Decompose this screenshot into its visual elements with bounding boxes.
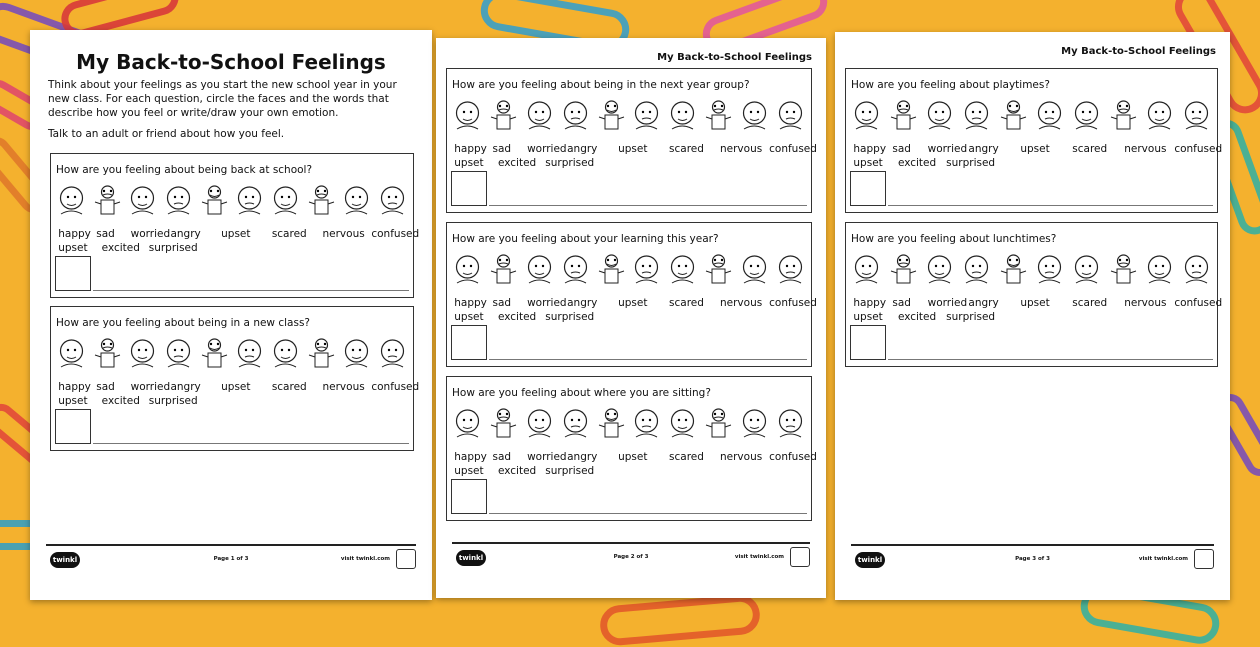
feeling-word-surprised[interactable]: surprised [545, 157, 595, 169]
feeling-word-excited[interactable]: excited [101, 395, 140, 407]
face-icon [1180, 251, 1213, 289]
write-line[interactable] [93, 443, 409, 444]
face-icon [269, 182, 302, 220]
face-icon [340, 335, 373, 373]
faces-row[interactable] [55, 335, 409, 373]
feeling-word-nervous[interactable]: nervous [322, 381, 365, 393]
feeling-word-upset[interactable]: upset [58, 395, 88, 407]
feeling-word-confused[interactable]: confused [371, 381, 420, 393]
page-header: My Back-to-School Feelings [1061, 46, 1216, 57]
badge-icon [790, 547, 810, 567]
draw-box[interactable] [55, 256, 91, 291]
feeling-word-worried[interactable]: worried [130, 228, 171, 240]
draw-box[interactable] [850, 325, 886, 360]
feeling-word-surprised[interactable]: surprised [148, 395, 198, 407]
feeling-word-sad[interactable]: sad [96, 381, 115, 393]
face-icon [126, 335, 159, 373]
feeling-word-upset[interactable]: upset [454, 311, 484, 323]
worksheet-page-2 [436, 38, 826, 598]
page-number: Page 1 of 3 [213, 556, 249, 562]
question-text: How are you feeling about lunchtimes? [851, 233, 1057, 245]
page-footer [452, 542, 810, 572]
face-icon [91, 182, 124, 220]
face-icon [1180, 97, 1213, 135]
question-text: How are you feeling about being in the next year group? [452, 79, 750, 91]
face-icon [376, 335, 409, 373]
feeling-word-nervous[interactable]: nervous [720, 143, 763, 155]
feeling-word-surprised[interactable]: surprised [946, 311, 996, 323]
feeling-word-sad[interactable]: sad [492, 297, 512, 309]
feeling-word-confused[interactable]: confused [769, 143, 817, 155]
feeling-word-confused[interactable]: confused [769, 297, 817, 309]
feeling-word-scared[interactable]: scared [1072, 297, 1108, 309]
question-text: How are you feeling about being in a new class? [56, 317, 310, 329]
write-line[interactable] [888, 359, 1213, 360]
feeling-word-angry[interactable]: angry [968, 297, 999, 309]
face-icon [162, 182, 195, 220]
question-text: How are you feeling about where you are sitting? [452, 387, 711, 399]
face-icon [666, 405, 699, 443]
badge-icon [1194, 549, 1214, 569]
face-icon [340, 182, 373, 220]
face-icon [162, 335, 195, 373]
face-icon [887, 97, 920, 135]
question-box [50, 153, 420, 298]
face-icon [1033, 97, 1066, 135]
feeling-word-nervous[interactable]: nervous [322, 228, 365, 240]
face-icon [887, 251, 920, 289]
feeling-word-confused[interactable]: confused [1174, 143, 1223, 155]
face-icon [1070, 97, 1103, 135]
face-icon [850, 97, 883, 135]
face-icon [595, 405, 628, 443]
feeling-word-happy[interactable]: happy [454, 451, 487, 463]
feeling-word-worried[interactable]: worried [927, 143, 968, 155]
face-icon [523, 251, 556, 289]
face-icon [126, 182, 159, 220]
instructions: Think about your feelings as you start the new school year in your new class. For each question, circle the faces and the words that describe how you feel or write/draw your own emotion. [48, 79, 397, 119]
face-icon [487, 97, 520, 135]
face-icon [774, 97, 807, 135]
question-text: How are you feeling about your learning this year? [452, 233, 719, 245]
face-icon [487, 251, 520, 289]
face-icon [198, 182, 231, 220]
write-line[interactable] [93, 290, 409, 291]
feeling-word-angry[interactable]: angry [170, 381, 201, 393]
feeling-word-excited[interactable]: excited [497, 465, 537, 477]
write-line[interactable] [489, 359, 807, 360]
question-text: How are you feeling about being back at school? [56, 164, 313, 176]
feeling-word-happy[interactable]: happy [853, 297, 887, 309]
faces-row[interactable] [451, 97, 807, 135]
feeling-word-sad[interactable]: sad [892, 297, 911, 309]
draw-box[interactable] [451, 171, 487, 206]
face-icon [774, 405, 807, 443]
question-box [50, 306, 420, 451]
face-icon [1143, 251, 1176, 289]
feeling-word-nervous[interactable]: nervous [1124, 297, 1167, 309]
write-line[interactable] [489, 513, 807, 514]
faces-row[interactable] [451, 405, 807, 443]
write-line[interactable] [489, 205, 807, 206]
face-icon [666, 251, 699, 289]
feeling-word-confused[interactable]: confused [371, 228, 420, 240]
page-footer [851, 544, 1214, 574]
face-icon [523, 405, 556, 443]
faces-row[interactable] [451, 251, 807, 289]
face-icon [850, 251, 883, 289]
feeling-word-happy[interactable]: happy [58, 381, 91, 393]
question-box [845, 68, 1223, 213]
feeling-word-upset[interactable]: upset [58, 242, 88, 254]
page-header: My Back-to-School Feelings [657, 52, 812, 63]
question-box [845, 222, 1223, 367]
feeling-word-upset[interactable]: upset [853, 157, 883, 169]
face-icon [774, 251, 807, 289]
feeling-word-sad[interactable]: sad [96, 228, 115, 240]
feeling-word-surprised[interactable]: surprised [148, 242, 198, 254]
face-icon [702, 405, 735, 443]
face-icon [305, 335, 338, 373]
face-icon [233, 182, 266, 220]
feeling-word-scared[interactable]: scared [271, 228, 307, 240]
face-icon [269, 335, 302, 373]
feeling-word-happy[interactable]: happy [454, 297, 487, 309]
face-icon [523, 97, 556, 135]
feeling-word-nervous[interactable]: nervous [1124, 143, 1167, 155]
feeling-word-worried[interactable]: worried [130, 381, 171, 393]
face-icon [630, 251, 663, 289]
face-icon [559, 97, 592, 135]
face-icon [559, 405, 592, 443]
feeling-word-scared[interactable]: scared [1072, 143, 1108, 155]
feeling-word-worried[interactable]: worried [527, 297, 567, 309]
feeling-word-sad[interactable]: sad [492, 451, 512, 463]
face-icon [595, 97, 628, 135]
feeling-word-confused[interactable]: confused [1174, 297, 1223, 309]
feeling-word-surprised[interactable]: surprised [946, 157, 996, 169]
twinkl-logo: twinkl [50, 552, 80, 568]
face-icon [91, 335, 124, 373]
feeling-word-upset[interactable]: upset [618, 143, 648, 155]
faces-row[interactable] [850, 97, 1213, 135]
feeling-word-upset[interactable]: upset [618, 297, 648, 309]
feeling-word-upset[interactable]: upset [853, 311, 883, 323]
face-icon [923, 251, 956, 289]
draw-box[interactable] [451, 479, 487, 514]
feeling-word-upset[interactable]: upset [1020, 143, 1050, 155]
feeling-word-scared[interactable]: scared [669, 143, 704, 155]
feeling-word-surprised[interactable]: surprised [545, 465, 595, 477]
twinkl-logo: twinkl [456, 550, 486, 566]
face-icon [630, 97, 663, 135]
faces-row[interactable] [850, 251, 1213, 289]
face-icon [198, 335, 231, 373]
feeling-word-confused[interactable]: confused [769, 451, 817, 463]
feeling-word-scared[interactable]: scared [271, 381, 307, 393]
feeling-word-upset[interactable]: upset [618, 451, 648, 463]
write-line[interactable] [888, 205, 1213, 206]
draw-box[interactable] [55, 409, 91, 444]
face-icon [595, 251, 628, 289]
draw-box[interactable] [451, 325, 487, 360]
feeling-word-angry[interactable]: angry [567, 451, 598, 463]
feeling-word-worried[interactable]: worried [527, 143, 567, 155]
feeling-word-happy[interactable]: happy [853, 143, 887, 155]
face-icon [738, 251, 771, 289]
face-icon [997, 97, 1030, 135]
face-icon [1107, 97, 1140, 135]
feeling-word-scared[interactable]: scared [669, 297, 704, 309]
feeling-word-excited[interactable]: excited [497, 311, 537, 323]
feeling-word-sad[interactable]: sad [892, 143, 911, 155]
feeling-word-worried[interactable]: worried [927, 297, 968, 309]
feeling-word-angry[interactable]: angry [170, 228, 201, 240]
face-icon [923, 97, 956, 135]
face-icon [960, 97, 993, 135]
visit-link[interactable]: visit twinkl.com [734, 554, 784, 560]
face-icon [702, 251, 735, 289]
face-icon [630, 405, 663, 443]
face-icon [702, 97, 735, 135]
face-icon [55, 335, 88, 373]
feeling-word-upset[interactable]: upset [221, 228, 251, 240]
face-icon [376, 182, 409, 220]
question-box [446, 222, 817, 367]
face-icon [738, 97, 771, 135]
face-icon [1143, 97, 1176, 135]
feeling-word-angry[interactable]: angry [968, 143, 999, 155]
feeling-word-excited[interactable]: excited [897, 311, 937, 323]
faces-row[interactable] [55, 182, 409, 220]
feeling-word-upset[interactable]: upset [221, 381, 251, 393]
paperclip [599, 593, 762, 647]
feeling-word-upset[interactable]: upset [454, 465, 484, 477]
face-icon [305, 182, 338, 220]
instructions-talk: Talk to an adult or friend about how you feel. [48, 128, 285, 140]
visit-link[interactable]: visit twinkl.com [340, 556, 390, 562]
question-box [446, 376, 817, 521]
feeling-word-upset[interactable]: upset [1020, 297, 1050, 309]
page-number: Page 2 of 3 [613, 554, 649, 560]
face-icon [451, 405, 484, 443]
twinkl-logo: twinkl [855, 552, 885, 568]
face-icon [666, 97, 699, 135]
page-number: Page 3 of 3 [1015, 556, 1050, 562]
face-icon [1107, 251, 1140, 289]
face-icon [55, 182, 88, 220]
face-icon [738, 405, 771, 443]
question-text: How are you feeling about playtimes? [851, 79, 1050, 91]
feeling-word-angry[interactable]: angry [567, 297, 598, 309]
feeling-word-scared[interactable]: scared [669, 451, 704, 463]
feeling-word-happy[interactable]: happy [58, 228, 91, 240]
feeling-word-nervous[interactable]: nervous [720, 297, 763, 309]
draw-box[interactable] [850, 171, 886, 206]
feeling-word-upset[interactable]: upset [454, 157, 484, 169]
feeling-word-excited[interactable]: excited [497, 157, 537, 169]
page-footer [46, 544, 416, 574]
face-icon [451, 251, 484, 289]
feeling-word-excited[interactable]: excited [101, 242, 140, 254]
face-icon [1070, 251, 1103, 289]
face-icon [997, 251, 1030, 289]
visit-link[interactable]: visit twinkl.com [1138, 556, 1188, 562]
feeling-word-happy[interactable]: happy [454, 143, 487, 155]
face-icon [233, 335, 266, 373]
question-box [446, 68, 817, 213]
worksheet-page-1 [30, 30, 432, 600]
face-icon [487, 405, 520, 443]
feeling-word-nervous[interactable]: nervous [720, 451, 763, 463]
face-icon [451, 97, 484, 135]
face-icon [559, 251, 592, 289]
feeling-word-surprised[interactable]: surprised [545, 311, 595, 323]
badge-icon [396, 549, 416, 569]
page-title: My Back-to-School Feelings [76, 50, 386, 74]
feeling-word-angry[interactable]: angry [567, 143, 598, 155]
worksheet-page-3 [835, 32, 1230, 600]
feeling-word-excited[interactable]: excited [897, 157, 937, 169]
face-icon [1033, 251, 1066, 289]
feeling-word-worried[interactable]: worried [527, 451, 567, 463]
feeling-word-sad[interactable]: sad [492, 143, 512, 155]
face-icon [960, 251, 993, 289]
